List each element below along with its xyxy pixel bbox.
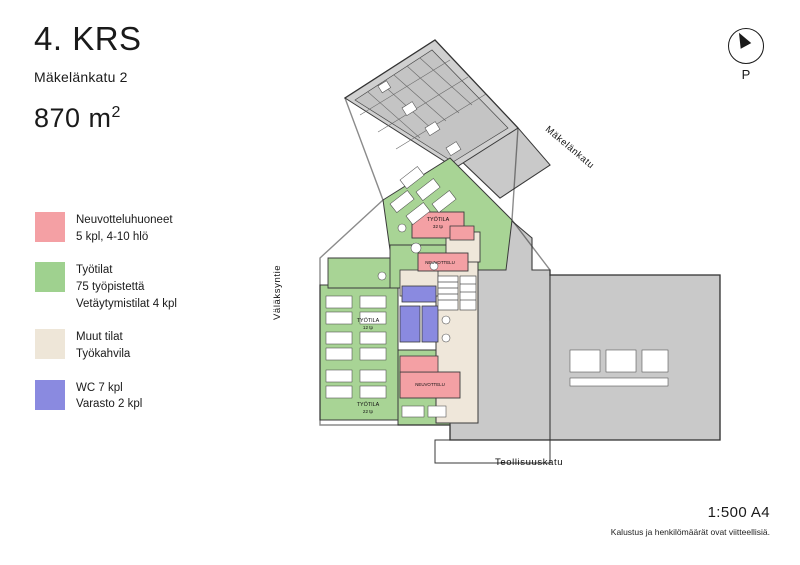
legend-item-meeting-rooms [35, 212, 285, 245]
room-sub-tyotila-22: 22 tp [362, 409, 374, 414]
room-label-neuvottelu-1: NEUVOTTELU [425, 260, 455, 265]
legend-swatch-wc-storage [35, 380, 65, 410]
legend-text-wc-storage [76, 380, 142, 413]
legend-line-2: Varasto 2 kpl [76, 398, 143, 411]
scale-label: 1:500 A4 [707, 504, 770, 521]
address-label: Mäkelänkatu 2 [34, 68, 128, 85]
legend-line-3: Vetäytymistilat 4 kpl [76, 297, 177, 310]
legend-line-2: 5 kpl, 4-10 hlö [76, 230, 149, 243]
legend-item-wc-storage [35, 380, 285, 413]
room-label-neuvottelu-2: NEUVOTTELU [415, 382, 445, 387]
floor-plan [250, 20, 790, 490]
plan-wc-storage [400, 286, 438, 342]
legend-line-1: Työtilat [76, 264, 113, 277]
legend-text-other-spaces [76, 329, 130, 362]
area-value: 870 m [34, 102, 112, 133]
legend-line-1: Muut tilat [76, 331, 123, 344]
legend-swatch-meeting-rooms [35, 212, 65, 242]
legend-text-work-spaces [76, 262, 177, 312]
legend-swatch-work-spaces [35, 262, 65, 292]
scale-block [611, 504, 770, 537]
page-title: 4. KRS [34, 20, 142, 57]
street-label-makelankatu: Mäkelänkatu [542, 124, 597, 172]
legend [35, 212, 285, 430]
compass-north-letter: P [741, 67, 751, 82]
plan-core-stairs [438, 276, 476, 310]
room-sub-tyotila-32: 32 tp [432, 224, 444, 229]
legend-line-1: Neuvotteluhuoneet [76, 214, 173, 226]
area-unit-exponent: 2 [111, 103, 121, 121]
legend-text-meeting-rooms [76, 212, 173, 245]
legend-line-2: Työkahvila [76, 348, 131, 361]
floor-plan-drawing [250, 20, 790, 490]
room-label-tyotila-32: TYÖTILA [426, 217, 450, 223]
legend-swatch-other-spaces [35, 329, 65, 359]
legend-item-work-spaces [35, 262, 285, 312]
room-label-tyotila-12a: TYÖTILA [356, 318, 380, 324]
legend-item-other-spaces [35, 329, 285, 362]
street-label-valaksyntie: Väläksyntie [272, 264, 283, 320]
room-label-tyotila-22: TYÖTILA [356, 402, 380, 408]
legend-line-2: 75 työpistettä [76, 281, 145, 294]
room-sub-tyotila-12a: 12 tp [362, 325, 374, 330]
scale-note: Kalustus ja henkilömäärät ovat viitteellisiä. [610, 527, 770, 537]
street-label-teollisuuskatu: Teollisuuskatu [495, 457, 564, 468]
legend-line-1: WC 7 kpl [76, 381, 123, 394]
